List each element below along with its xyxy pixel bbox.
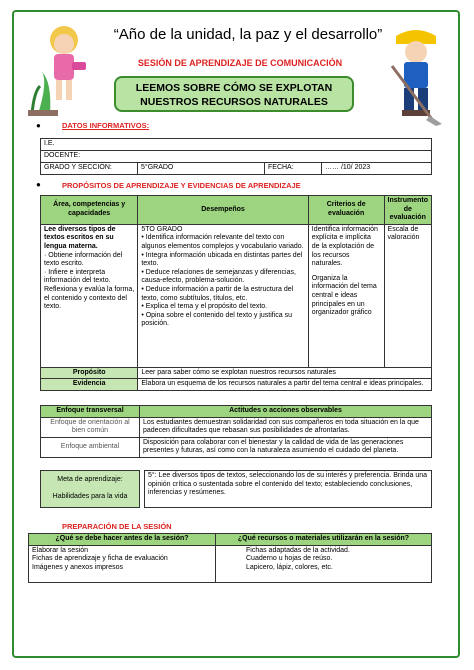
competencia-title: Lee diversos tipos de textos escritos en su lengua materna.: [44, 225, 116, 250]
bullet-icon: ●: [36, 180, 41, 189]
datos-table: [40, 138, 432, 175]
criterio-item: Identifica información explícita e implícita de la explotación de los recursos naturales.: [311, 225, 378, 268]
desempeno-item: • Deduce relaciones de semejanzas y diferencias, causa-efecto, problema-solución.: [141, 268, 296, 285]
proposito-label: Propósito: [41, 367, 138, 379]
antes-cell: [29, 545, 216, 582]
preparacion-heading: PREPARACIÓN DE LA SESIÓN: [62, 522, 172, 531]
recursos-cell: [216, 545, 432, 582]
session-title-line2: NUESTROS RECURSOS NATURALES: [140, 96, 328, 108]
enfoques-table: [40, 405, 432, 458]
docente-label: DOCENTE:: [41, 151, 432, 163]
enfoque-ambiental-label: Enfoque ambiental: [41, 437, 140, 457]
desempeno-item: • Deduce información a partir de la estructura del texto, como subtítulos, títulos, etc.: [141, 285, 294, 302]
datos-heading: DATOS INFORMATIVOS:: [62, 121, 150, 130]
meta-table: [40, 470, 432, 508]
year-motto: “Año de la unidad, la paz y el desarrollo”: [113, 26, 383, 43]
enfoque-ambiental-value: Disposición para colaborar con el bienestar y la calidad de vida de las generaciones presentes y futuras, así como con la naturaleza asumiendo el cuidado del planeta.: [140, 437, 432, 457]
ie-label: I.E.: [41, 139, 432, 151]
col-antes: ¿Qué se debe hacer antes de la sesión?: [29, 534, 216, 546]
antes-item: Elaborar la sesión: [32, 546, 89, 554]
session-title-line1: LEEMOS SOBRE CÓMO SE EXPLOTAN: [135, 82, 333, 94]
desempeno-item: • Opina sobre el contenido del texto y justifica su posición.: [141, 311, 293, 328]
enfoque-bien-comun-value: Los estudiantes demuestran solidaridad con sus compañeros en toda situación en la que padecen dificultades que rebasan sus posibilidades de afrontarlas.: [140, 417, 432, 437]
evidencia-label: Evidencia: [41, 379, 138, 391]
desempeno-item: • Identifica información relevante del texto con algunos elementos complejos y vocabulario variado.: [141, 234, 304, 250]
competencia-cell: [41, 224, 138, 367]
session-label: SESIÓN DE APRENDIZAJE DE COMUNICACIÓN: [137, 58, 343, 68]
enfoque-bien-comun-label: Enfoque de orientación al bien común: [41, 417, 140, 437]
proposito-value: Leer para saber cómo se explotan nuestros recursos naturales: [138, 367, 432, 379]
meta-value: 5°: Lee diversos tipos de textos, seleccionando los de su interés y preferencia. Brinda una opinión crítica o sustentada sobre el contenido del texto; estableciendo conclusiones, inferencias y resúmenes.: [145, 471, 432, 508]
criterios-cell: [308, 224, 384, 367]
grado-value: 5°GRADO: [138, 163, 265, 175]
col-actitudes: Actitudes o acciones observables: [140, 406, 432, 418]
instrumento-cell: Escala de valoración: [384, 224, 431, 367]
antes-item: Imágenes y anexos impresos: [32, 563, 124, 571]
propositos-table: [40, 195, 432, 391]
col-enfoque: Enfoque transversal: [41, 406, 140, 418]
col-instrumento: Instrumento de evaluación: [384, 196, 431, 225]
col-recursos: ¿Qué recursos o materiales utilizarán en la sesión?: [216, 534, 432, 546]
desempenos-cell: [138, 224, 308, 367]
evidencia-value: Elabora un esquema de los recursos naturales a partir del tema central e ideas principales.: [138, 379, 432, 391]
recurso-item: Cuaderno u hojas de reúso.: [246, 555, 333, 563]
recurso-item: Fichas adaptadas de la actividad.: [246, 546, 350, 554]
meta-label-cell: [41, 471, 140, 508]
session-title-box: [114, 76, 354, 112]
girl-watering-plant-illustration: [28, 22, 100, 118]
desempeno-item: • Integra información ubicada en distintas partes del texto.: [141, 251, 303, 268]
fecha-value: …… /10/ 2023: [322, 163, 432, 175]
recurso-item: Lapicero, lápiz, colores, etc.: [246, 563, 333, 571]
capacidad-item: Reflexiona y evalúa la forma, el contenido y contexto del texto.: [44, 285, 135, 311]
col-area: Área, competencias y capacidades: [41, 196, 138, 225]
antes-item: Fichas de aprendizaje y ficha de evaluación: [32, 555, 168, 563]
desempeno-item: • Explica el tema y el propósito del texto.: [141, 303, 268, 311]
criterio-item: Organiza la información del tema central e ideas principales en un organizador gráfico: [311, 274, 377, 317]
grade-label: 5TO GRADO: [141, 225, 183, 233]
capacidad-item: · Obtiene información del texto escrito.: [44, 251, 123, 268]
bullet-icon: ●: [36, 121, 41, 130]
propositos-heading: PROPÓSITOS DE APRENDIZAJE Y EVIDENCIAS DE APRENDIZAJE: [62, 181, 301, 190]
col-criterios: Criterios de evaluación: [308, 196, 384, 225]
meta-label: Meta de aprendizaje:: [57, 476, 123, 484]
boy-with-shovel-illustration: [382, 26, 450, 126]
capacidad-item: · Infiere e interpreta información del texto.: [44, 268, 111, 285]
preparacion-table: [28, 533, 432, 583]
habilidades-label: Habilidades para la vida: [52, 493, 128, 500]
fecha-label: FECHA:: [265, 163, 322, 175]
col-desempenos: Desempeños: [138, 196, 308, 225]
grado-label: GRADO Y SECCIÓN:: [41, 163, 138, 175]
